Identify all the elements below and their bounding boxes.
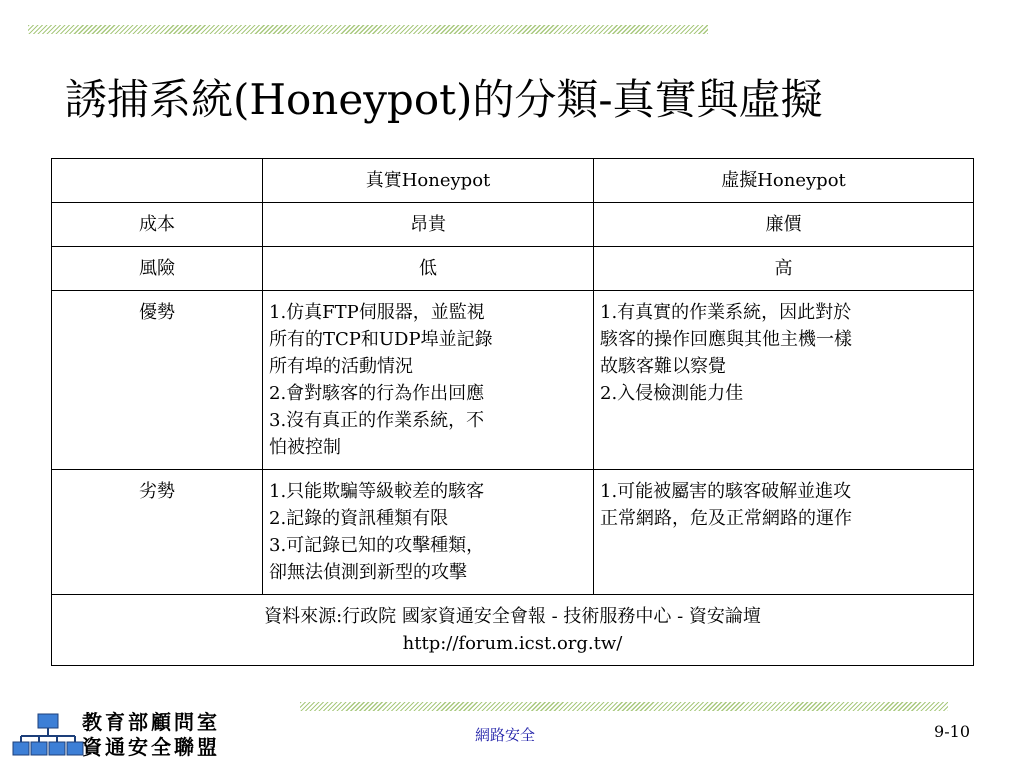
cell-risk-real: 低 xyxy=(263,247,594,291)
text-line: 1.只能欺騙等級較差的駭客 xyxy=(269,481,485,502)
text-line: 怕被控制 xyxy=(269,437,341,458)
text-line: 3.沒有真正的作業系統，不 xyxy=(269,410,485,431)
header-cell-real: 真實Honeypot xyxy=(263,159,594,203)
row-label-cost: 成本 xyxy=(52,203,263,247)
slide-title: 誘捕系統(Honeypot)的分類-真實與虛擬 xyxy=(65,75,823,124)
row-label-advantage: 優勢 xyxy=(52,291,263,470)
org-name-line1: 教育部顧問室 xyxy=(82,710,220,734)
table-row-disadvantage xyxy=(52,470,974,595)
page-number: 9-10 xyxy=(934,722,970,741)
header-cell-empty xyxy=(52,159,263,203)
top-hatch-bar xyxy=(28,25,708,34)
header-cell-virtual: 虛擬Honeypot xyxy=(594,159,974,203)
text-line: 3.可記錄已知的攻擊種類， xyxy=(269,535,485,556)
row-label-disadvantage: 劣勢 xyxy=(52,470,263,595)
network-tree-icon xyxy=(12,712,84,760)
text-line: 2.記錄的資訊種類有限 xyxy=(269,508,449,529)
table-row-advantage xyxy=(52,291,974,470)
text-line: 卻無法偵測到新型的攻擊 xyxy=(269,562,467,583)
table-row-risk xyxy=(52,247,974,291)
text-line: 2.會對駭客的行為作出回應 xyxy=(269,383,485,404)
cell-disadvantage-virtual xyxy=(594,470,974,595)
cell-risk-virtual: 高 xyxy=(594,247,974,291)
org-name-line2: 資通安全聯盟 xyxy=(82,735,220,759)
cell-cost-real: 昂貴 xyxy=(263,203,594,247)
table-header-row xyxy=(52,159,974,203)
footer-course-name: 網路安全 xyxy=(474,726,535,744)
text-line: 所有埠的活動情況 xyxy=(269,356,413,377)
cell-advantage-real xyxy=(263,291,594,470)
text-line: 所有的TCP和UDP埠並記錄 xyxy=(269,329,493,350)
cell-advantage-virtual xyxy=(594,291,974,470)
text-line: 駭客的操作回應與其他主機一樣 xyxy=(600,329,852,350)
comparison-table xyxy=(51,158,974,666)
table-row-cost xyxy=(52,203,974,247)
table-source-row xyxy=(52,595,974,666)
row-label-risk: 風險 xyxy=(52,247,263,291)
text-line: 1.有真實的作業系統，因此對於 xyxy=(600,302,852,323)
source-cell xyxy=(52,595,974,666)
org-name xyxy=(82,710,220,760)
text-line: 故駭客難以察覺 xyxy=(600,356,726,377)
bottom-hatch-bar xyxy=(300,702,948,711)
text-line: 1.可能被屬害的駭客破解並進攻 xyxy=(600,481,852,502)
source-text: 資料來源:行政院 國家資通安全會報 - 技術服務中心 - 資安論壇 xyxy=(264,606,761,627)
text-line: 1.仿真FTP伺服器，並監視 xyxy=(269,302,485,323)
text-line: 正常網路，危及正常網路的運作 xyxy=(600,508,852,529)
source-link[interactable]: http://forum.icst.org.tw/ xyxy=(402,633,623,654)
cell-cost-virtual: 廉價 xyxy=(594,203,974,247)
cell-disadvantage-real xyxy=(263,470,594,595)
text-line: 2.入侵檢測能力佳 xyxy=(600,383,744,404)
